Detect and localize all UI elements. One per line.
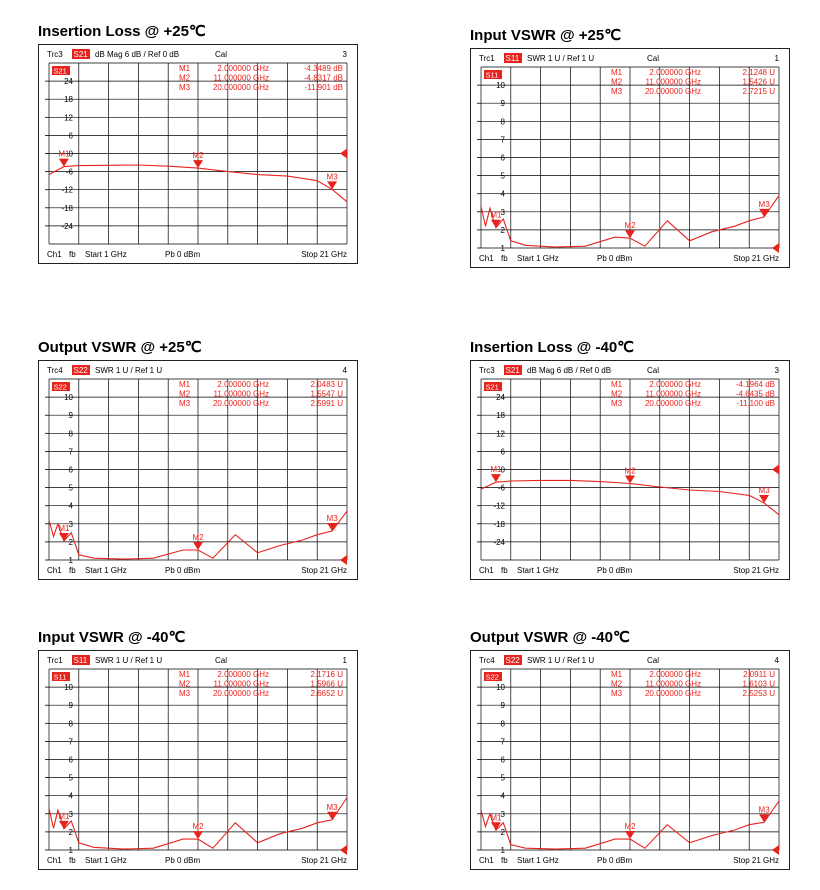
marker-label: M1 <box>490 210 502 220</box>
ref-level-arrow <box>772 845 779 855</box>
analyzer-screen <box>470 650 790 870</box>
y-tick-label: 3 <box>500 207 505 217</box>
ref-level-arrow <box>340 149 347 159</box>
trace-number: 4 <box>342 366 347 375</box>
stop-freq: Stop 21 GHz <box>301 566 347 575</box>
marker-name: M3 <box>611 87 623 96</box>
y-tick-label: 18 <box>64 95 73 105</box>
power-label: Pb 0 dBm <box>165 250 201 259</box>
start-freq: Start 1 GHz <box>85 856 127 865</box>
chart-svg <box>471 651 789 869</box>
y-tick-label: -12 <box>61 185 73 195</box>
y-tick-label: -12 <box>493 501 505 511</box>
marker-triangle <box>193 160 203 168</box>
trace-badge-label: S21 <box>53 66 67 76</box>
y-tick-label: 3 <box>500 809 505 819</box>
marker-value: -4.6435 dB <box>735 389 775 399</box>
start-freq: Start 1 GHz <box>517 254 559 263</box>
cal-label: Cal <box>647 54 660 63</box>
marker-name: M3 <box>611 399 623 408</box>
marker-freq: 2.000000 GHz <box>649 670 701 679</box>
marker-freq: 20.000000 GHz <box>644 689 701 698</box>
y-tick-label: 7 <box>500 135 505 145</box>
marker-freq: 2.000000 GHz <box>649 68 701 77</box>
stop-freq: Stop 21 GHz <box>301 856 347 865</box>
y-tick-label: -24 <box>61 221 73 231</box>
panel-insertion-loss-m40c <box>470 336 790 580</box>
marker-freq: 2.000000 GHz <box>217 64 269 73</box>
marker-triangle <box>193 542 203 550</box>
y-tick-label: 10 <box>64 393 73 403</box>
start-freq: Start 1 GHz <box>517 856 559 865</box>
marker-label: M2 <box>192 822 204 832</box>
trace-badge-label: S22 <box>53 382 67 392</box>
trace-number: 3 <box>774 366 779 375</box>
analyzer-screen <box>470 48 790 268</box>
trace-number: 1 <box>774 54 779 63</box>
start-freq: Start 1 GHz <box>85 250 127 259</box>
y-tick-label: 10 <box>496 81 505 91</box>
ref-level-arrow <box>340 845 347 855</box>
marker-value: 1.6103 U <box>742 679 775 689</box>
y-tick-label: 4 <box>500 189 505 199</box>
marker-value: 2.0483 U <box>310 380 343 389</box>
marker-name: M2 <box>179 73 191 83</box>
trace-badge-label: S21 <box>485 382 499 392</box>
y-tick-label: 5 <box>500 773 505 783</box>
marker-freq: 11.000000 GHz <box>645 77 701 87</box>
stop-freq: Stop 21 GHz <box>301 250 347 259</box>
marker-freq: 20.000000 GHz <box>212 689 269 698</box>
marker-name: M2 <box>611 679 623 689</box>
marker-freq: 20.000000 GHz <box>212 399 269 408</box>
param-label: S21 <box>73 50 88 59</box>
y-tick-label: -24 <box>493 537 505 547</box>
format-label: SWR 1 U / Ref 1 U <box>527 54 595 63</box>
power-label: Pb 0 dBm <box>165 566 201 575</box>
start-freq: Start 1 GHz <box>85 566 127 575</box>
marker-value: 1.5547 U <box>310 389 343 399</box>
marker-freq: 11.000000 GHz <box>213 389 269 399</box>
marker-freq: 20.000000 GHz <box>644 399 701 408</box>
y-tick-label: 8 <box>500 117 505 127</box>
trace-badge-label: S11 <box>485 70 499 80</box>
format-label: dB Mag 6 dB / Ref 0 dB <box>95 50 180 59</box>
analyzer-screen <box>38 650 358 870</box>
param-label: S11 <box>505 54 520 63</box>
panel-output-vswr-m40c <box>470 626 790 870</box>
marker-label: M1 <box>58 811 70 821</box>
marker-name: M1 <box>179 380 191 389</box>
cal-label: Cal <box>647 366 660 375</box>
y-tick-label: 2 <box>500 225 505 235</box>
y-tick-label: 5 <box>500 171 505 181</box>
channel-label: Ch1 <box>47 856 62 865</box>
marker-triangle <box>625 230 635 238</box>
y-tick-label: 2 <box>500 827 505 837</box>
chart-title: Output VSWR @ +25℃ <box>38 339 202 356</box>
channel-label: Ch1 <box>479 566 494 575</box>
ref-level-arrow <box>340 555 347 565</box>
y-tick-label: 1 <box>500 244 505 253</box>
y-tick-label: -6 <box>65 167 73 177</box>
marker-name: M3 <box>179 689 191 698</box>
cal-label: Cal <box>215 656 228 665</box>
y-tick-label: 10 <box>64 683 73 693</box>
marker-freq: 11.000000 GHz <box>213 679 269 689</box>
chart-title: Insertion Loss @ +25℃ <box>38 23 206 40</box>
fb-label: fb <box>69 566 76 575</box>
y-tick-label: 12 <box>496 429 505 439</box>
y-tick-label: 18 <box>496 411 505 421</box>
format-label: SWR 1 U / Ref 1 U <box>527 656 595 665</box>
channel-label: Ch1 <box>479 254 494 263</box>
format-label: SWR 1 U / Ref 1 U <box>95 656 163 665</box>
y-tick-label: -18 <box>493 519 505 529</box>
y-tick-label: 6 <box>68 131 73 141</box>
cal-label: Cal <box>647 656 660 665</box>
fb-label: fb <box>501 254 508 263</box>
trace-id: Trc1 <box>479 54 495 63</box>
y-tick-label: 5 <box>68 773 73 783</box>
marker-name: M1 <box>179 64 191 73</box>
marker-label: M1 <box>58 523 70 533</box>
marker-value: 2.5253 U <box>742 689 775 698</box>
ref-level-arrow <box>772 465 779 475</box>
y-tick-label: 24 <box>64 77 73 87</box>
y-tick-label: 9 <box>68 701 73 711</box>
stop-freq: Stop 21 GHz <box>733 856 779 865</box>
trace-id: Trc3 <box>47 50 63 59</box>
marker-name: M1 <box>179 670 191 679</box>
marker-triangle <box>759 814 769 822</box>
fb-label: fb <box>69 856 76 865</box>
y-tick-label: 4 <box>68 501 73 511</box>
marker-triangle <box>59 159 69 167</box>
format-label: SWR 1 U / Ref 1 U <box>95 366 163 375</box>
y-tick-label: 6 <box>500 153 505 163</box>
marker-name: M3 <box>611 689 623 698</box>
chart-title: Insertion Loss @ -40℃ <box>470 339 635 356</box>
y-tick-label: 7 <box>68 737 73 747</box>
marker-label: M2 <box>192 151 204 161</box>
marker-label: M3 <box>326 514 338 524</box>
power-label: Pb 0 dBm <box>597 254 633 263</box>
marker-value: -11.901 dB <box>304 83 343 92</box>
marker-freq: 20.000000 GHz <box>644 87 701 96</box>
y-tick-label: 1 <box>500 846 505 855</box>
marker-name: M3 <box>179 83 191 92</box>
fb-label: fb <box>501 566 508 575</box>
marker-freq: 2.000000 GHz <box>649 380 701 389</box>
y-tick-label: 9 <box>68 411 73 421</box>
stop-freq: Stop 21 GHz <box>733 566 779 575</box>
channel-label: Ch1 <box>479 856 494 865</box>
power-label: Pb 0 dBm <box>597 566 633 575</box>
y-tick-label: 4 <box>500 791 505 801</box>
y-tick-label: -6 <box>497 483 505 493</box>
ref-level-arrow <box>772 243 779 253</box>
trace-number: 1 <box>342 656 347 665</box>
trace-id: Trc1 <box>47 656 63 665</box>
marker-triangle <box>625 831 635 839</box>
param-label: S22 <box>73 366 88 375</box>
marker-label: M2 <box>624 821 636 831</box>
trace-id: Trc3 <box>479 366 495 375</box>
channel-label: Ch1 <box>47 250 62 259</box>
marker-triangle <box>193 831 203 839</box>
y-tick-label: 8 <box>68 429 73 439</box>
cal-label: Cal <box>215 50 228 59</box>
y-tick-label: 8 <box>68 719 73 729</box>
marker-name: M1 <box>611 68 623 77</box>
marker-name: M2 <box>179 679 191 689</box>
y-tick-label: 24 <box>496 393 505 403</box>
marker-triangle <box>327 181 337 189</box>
marker-triangle <box>491 474 501 482</box>
marker-value: 2.0911 U <box>743 670 775 679</box>
marker-name: M2 <box>179 389 191 399</box>
chart-svg <box>39 361 357 579</box>
y-tick-label: 12 <box>64 113 73 123</box>
marker-label: M3 <box>758 805 770 815</box>
y-tick-label: 2 <box>68 537 73 547</box>
y-tick-label: 3 <box>68 519 73 529</box>
marker-label: M2 <box>192 533 204 543</box>
y-tick-label: 8 <box>500 719 505 729</box>
marker-label: M1 <box>58 149 70 159</box>
y-tick-label: 1 <box>68 556 73 565</box>
power-label: Pb 0 dBm <box>597 856 633 865</box>
format-label: dB Mag 6 dB / Ref 0 dB <box>527 366 612 375</box>
analyzer-screen <box>38 360 358 580</box>
trace-badge-label: S11 <box>53 672 67 682</box>
marker-name: M3 <box>179 399 191 408</box>
panel-input-vswr-25c <box>470 24 790 268</box>
analyzer-screen <box>470 360 790 580</box>
marker-label: M1 <box>490 465 502 475</box>
y-tick-label: 10 <box>496 683 505 693</box>
panel-output-vswr-25c <box>38 336 358 580</box>
trace-id: Trc4 <box>47 366 63 375</box>
param-label: S22 <box>505 656 520 665</box>
marker-label: M3 <box>758 485 770 495</box>
marker-value: 2.1248 U <box>742 68 775 77</box>
marker-value: 1.5966 U <box>310 679 343 689</box>
trace-number: 3 <box>342 50 347 59</box>
chart-svg <box>39 45 357 263</box>
marker-freq: 11.000000 GHz <box>645 389 701 399</box>
y-tick-label: 7 <box>68 447 73 457</box>
chart-svg <box>471 361 789 579</box>
marker-value: -11.100 dB <box>736 399 775 408</box>
marker-value: -4.1964 dB <box>735 380 775 389</box>
marker-name: M1 <box>611 380 623 389</box>
marker-label: M1 <box>490 813 502 823</box>
marker-value: -4.3489 dB <box>303 64 343 73</box>
marker-label: M2 <box>624 221 636 231</box>
y-tick-label: 6 <box>500 755 505 765</box>
y-tick-label: -18 <box>61 203 73 213</box>
marker-value: 2.5991 U <box>310 399 343 408</box>
marker-name: M1 <box>611 670 623 679</box>
marker-triangle <box>759 209 769 217</box>
marker-freq: 2.000000 GHz <box>217 670 269 679</box>
marker-freq: 11.000000 GHz <box>213 73 269 83</box>
chart-title: Input VSWR @ -40℃ <box>38 629 186 646</box>
chart-svg <box>471 49 789 267</box>
marker-name: M2 <box>611 389 623 399</box>
channel-label: Ch1 <box>47 566 62 575</box>
y-tick-label: 7 <box>500 737 505 747</box>
y-tick-label: 6 <box>68 755 73 765</box>
marker-name: M2 <box>611 77 623 87</box>
marker-label: M3 <box>758 199 770 209</box>
chart-title: Input VSWR @ +25℃ <box>470 27 622 44</box>
marker-freq: 11.000000 GHz <box>645 679 701 689</box>
y-tick-label: 0 <box>500 465 505 475</box>
marker-value: -4.8317 dB <box>303 73 343 83</box>
param-label: S11 <box>73 656 88 665</box>
marker-label: M3 <box>326 172 338 182</box>
panel-insertion-loss-25c <box>38 20 358 264</box>
marker-value: 2.7215 U <box>742 87 775 96</box>
y-tick-label: 3 <box>68 809 73 819</box>
marker-triangle <box>625 475 635 483</box>
chart-title: Output VSWR @ -40℃ <box>470 629 630 646</box>
y-tick-label: 2 <box>68 827 73 837</box>
marker-value: 2.1716 U <box>310 670 343 679</box>
marker-label: M3 <box>326 802 338 812</box>
chart-svg <box>39 651 357 869</box>
y-tick-label: 6 <box>68 465 73 475</box>
start-freq: Start 1 GHz <box>517 566 559 575</box>
marker-freq: 2.000000 GHz <box>217 380 269 389</box>
y-tick-label: 9 <box>500 99 505 109</box>
trace-id: Trc4 <box>479 656 495 665</box>
fb-label: fb <box>501 856 508 865</box>
panel-input-vswr-m40c <box>38 626 358 870</box>
trace-number: 4 <box>774 656 779 665</box>
param-label: S21 <box>505 366 520 375</box>
analyzer-screen <box>38 44 358 264</box>
trace-badge-label: S22 <box>485 672 499 682</box>
stop-freq: Stop 21 GHz <box>733 254 779 263</box>
marker-label: M2 <box>624 466 636 476</box>
y-tick-label: 5 <box>68 483 73 493</box>
power-label: Pb 0 dBm <box>165 856 201 865</box>
y-tick-label: 9 <box>500 701 505 711</box>
marker-freq: 20.000000 GHz <box>212 83 269 92</box>
y-tick-label: 0 <box>68 149 73 159</box>
fb-label: fb <box>69 250 76 259</box>
y-tick-label: 1 <box>68 846 73 855</box>
y-tick-label: 6 <box>500 447 505 457</box>
marker-value: 1.5426 U <box>742 77 775 87</box>
marker-value: 2.6652 U <box>310 689 343 698</box>
marker-triangle <box>327 812 337 820</box>
y-tick-label: 4 <box>68 791 73 801</box>
